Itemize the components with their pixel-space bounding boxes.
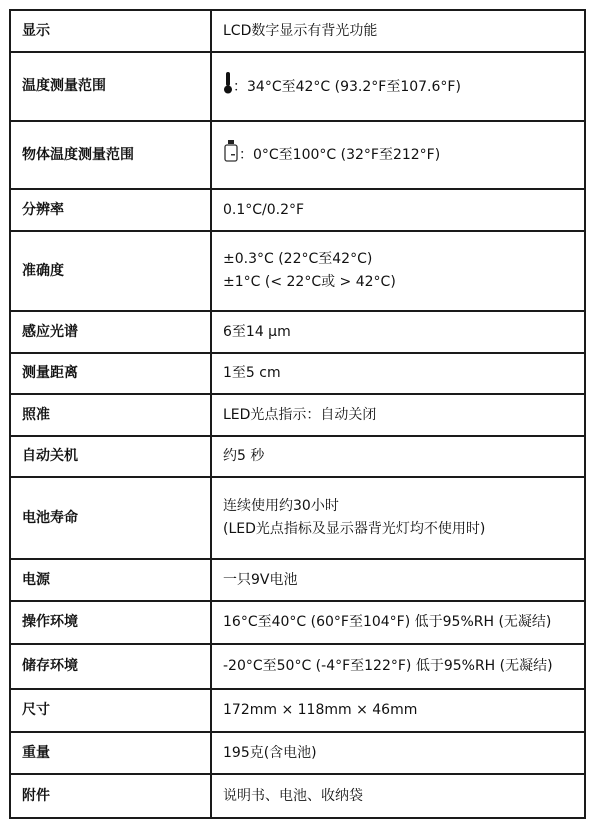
spec-row-weight (10, 732, 585, 774)
value-line: LCD数字显示有背光功能 (223, 22, 378, 39)
value-line: 172mm × 118mm × 46mm (223, 702, 418, 718)
spec-row-battery-life (10, 477, 585, 559)
row-value (211, 231, 585, 311)
row-value (211, 774, 585, 818)
spec-row-resolution (10, 189, 585, 231)
value-line: 195克(含电池) (223, 744, 317, 761)
value-line: 连续使用约30小时 (223, 498, 339, 514)
value-line: ±1°C (< 22°C或 > 42°C) (223, 274, 396, 290)
value-line: 0.1°C/0.2°F (223, 201, 305, 218)
value-line: 一只9V电池 (223, 571, 298, 588)
row-value (211, 559, 585, 601)
spec-row-dimensions (10, 689, 585, 732)
spec-row-object-temperature-range (10, 121, 585, 189)
row-value (211, 189, 585, 231)
row-label: 显示 (10, 10, 211, 52)
bottle-icon (223, 139, 239, 171)
value-line: 约5 秒 (223, 448, 265, 464)
spec-row-display (10, 10, 585, 52)
spec-row-accessories (10, 774, 585, 818)
row-label: 温度测量范围 (10, 52, 211, 121)
value-text: ：34°C至42°C (93.2°F至107.6°F) (233, 78, 461, 95)
value-line (223, 71, 573, 103)
row-label: 分辨率 (10, 189, 211, 231)
row-label: 重量 (10, 732, 211, 774)
row-value (211, 311, 585, 353)
row-label: 储存环境 (10, 644, 211, 689)
row-value (211, 394, 585, 436)
value-text: ：0°C至100°C (32°F至212°F) (239, 147, 441, 163)
value-line: 6至14 μm (223, 323, 291, 340)
row-value (211, 689, 585, 732)
spec-row-temperature-range (10, 52, 585, 121)
row-label: 自动关机 (10, 436, 211, 477)
value-line: 说明书、电池、收纳袋 (223, 787, 363, 804)
row-value (211, 477, 585, 559)
row-label: 附件 (10, 774, 211, 818)
row-label: 照准 (10, 394, 211, 436)
row-value (211, 52, 585, 121)
row-label: 电池寿命 (10, 477, 211, 559)
row-label: 操作环境 (10, 601, 211, 644)
spec-row-measuring-distance (10, 353, 585, 394)
value-line: ±0.3°C (22°C至42°C) (223, 251, 373, 267)
row-value (211, 644, 585, 689)
spec-row-auto-power-off (10, 436, 585, 477)
spec-table (9, 9, 586, 819)
row-value (211, 121, 585, 189)
value-line: 16°C至40°C (60°F至104°F) 低于95%RH (无凝结) (223, 614, 552, 630)
row-value (211, 436, 585, 477)
value-line: (LED光点指标及显示器背光灯均不使用时) (223, 521, 486, 537)
value-line: LED光点指示：自动关闭 (223, 406, 377, 423)
row-value (211, 353, 585, 394)
value-line: 1至5 cm (223, 365, 281, 381)
row-label: 尺寸 (10, 689, 211, 732)
row-value (211, 10, 585, 52)
thermometer-icon (223, 71, 233, 103)
row-label: 物体温度测量范围 (10, 121, 211, 189)
value-line: -20°C至50°C (-4°F至122°F) 低于95%RH (无凝结) (223, 658, 553, 674)
spec-row-accuracy (10, 231, 585, 311)
row-value (211, 601, 585, 644)
spec-row-operating-environment (10, 601, 585, 644)
spec-row-storage-environment (10, 644, 585, 689)
value-line (223, 139, 573, 171)
spec-row-spectral-response (10, 311, 585, 353)
spec-row-aiming (10, 394, 585, 436)
row-label: 感应光谱 (10, 311, 211, 353)
row-label: 测量距离 (10, 353, 211, 394)
row-label: 准确度 (10, 231, 211, 311)
spec-row-power-supply (10, 559, 585, 601)
row-label: 电源 (10, 559, 211, 601)
row-value (211, 732, 585, 774)
